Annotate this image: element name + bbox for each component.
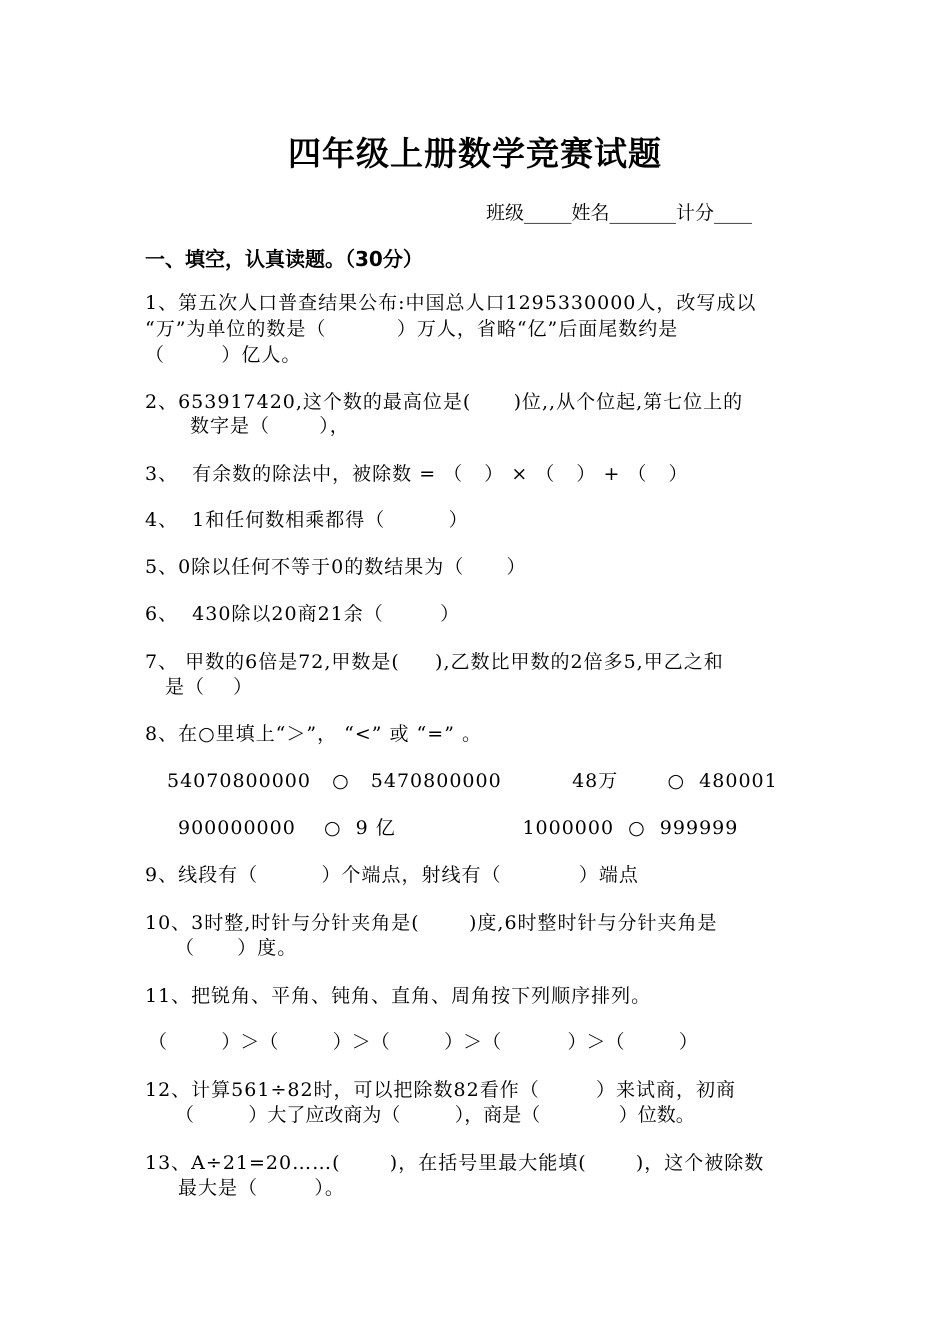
question-10-line-2: （ ）度。 xyxy=(175,937,298,959)
class-blank: _____ xyxy=(524,202,572,224)
question-3: 3、 有余数的除法中，被除数 = （ ） × （ ） + （ ） xyxy=(145,463,689,485)
question-13-line-1: 13、A÷21=20……( )，在括号里最大能填( )，这个被除数 xyxy=(145,1152,765,1174)
question-8-compare-row-2: 900000000 ○ 9 亿 1000000 ○ 999999 xyxy=(178,817,739,839)
question-10-line-1: 10、3时整,时针与分针夹角是( )度,6时整时针与分针夹角是 xyxy=(145,912,718,934)
question-9: 9、线段有（ ）个端点，射线有（ ）端点 xyxy=(145,864,639,886)
score-label: 计分 xyxy=(676,202,715,224)
question-5: 5、0除以任何不等于0的数结果为（ ） xyxy=(145,556,527,578)
question-8-compare-row-1: 54070800000 ○ 5470800000 48万 ○ 480001 xyxy=(167,770,778,792)
student-info-line xyxy=(486,198,752,225)
question-11-line-2: （ ）＞（ ）＞（ ）＞（ ）＞（ ） xyxy=(148,1031,698,1053)
question-7-line-2: 是（ ） xyxy=(165,676,254,698)
question-8-line-1: 8、在○里填上“＞”， “<” 或 “=” 。 xyxy=(145,723,482,745)
question-7-line-1: 7、 甲数的6倍是72,甲数是( ),乙数比甲数的2倍多5,甲乙之和 xyxy=(145,651,724,673)
class-label: 班级 xyxy=(486,202,525,224)
question-4: 4、 1和任何数相乘都得（ ） xyxy=(145,509,469,531)
question-6: 6、 430除以20商21余（ ） xyxy=(145,603,461,625)
question-1-line-2: “万”为单位的数是（ ）万人，省略“亿”后面尾数约是 xyxy=(145,318,679,340)
question-2-line-2: 数字是（ ）， xyxy=(190,415,350,437)
name-blank: _______ xyxy=(609,202,677,224)
question-13-line-2: 最大是（ ）。 xyxy=(178,1177,345,1199)
question-12-line-1: 12、计算561÷82时，可以把除数82看作（ ）来试商，初商 xyxy=(145,1079,737,1101)
question-11-line-1: 11、把锐角、平角、钝角、直角、周角按下列顺序排列。 xyxy=(145,985,652,1007)
section-heading: 一、填空，认真读题。（30分） xyxy=(145,247,423,271)
question-1-line-1: 1、第五次人口普查结果公布:中国总人口1295330000人，改写成以 xyxy=(145,292,757,314)
page-title: 四年级上册数学竞赛试题 xyxy=(288,134,662,173)
question-12-line-2: （ ）大了应改商为（ ），商是（ ）位数。 xyxy=(175,1104,695,1126)
question-1-line-3: （ ）亿人。 xyxy=(145,344,302,366)
score-blank: ____ xyxy=(714,202,753,224)
question-2-line-1: 2、653917420,这个数的最高位是( )位,,从个位起,第七位上的 xyxy=(145,391,744,413)
name-label: 姓名 xyxy=(571,202,610,224)
